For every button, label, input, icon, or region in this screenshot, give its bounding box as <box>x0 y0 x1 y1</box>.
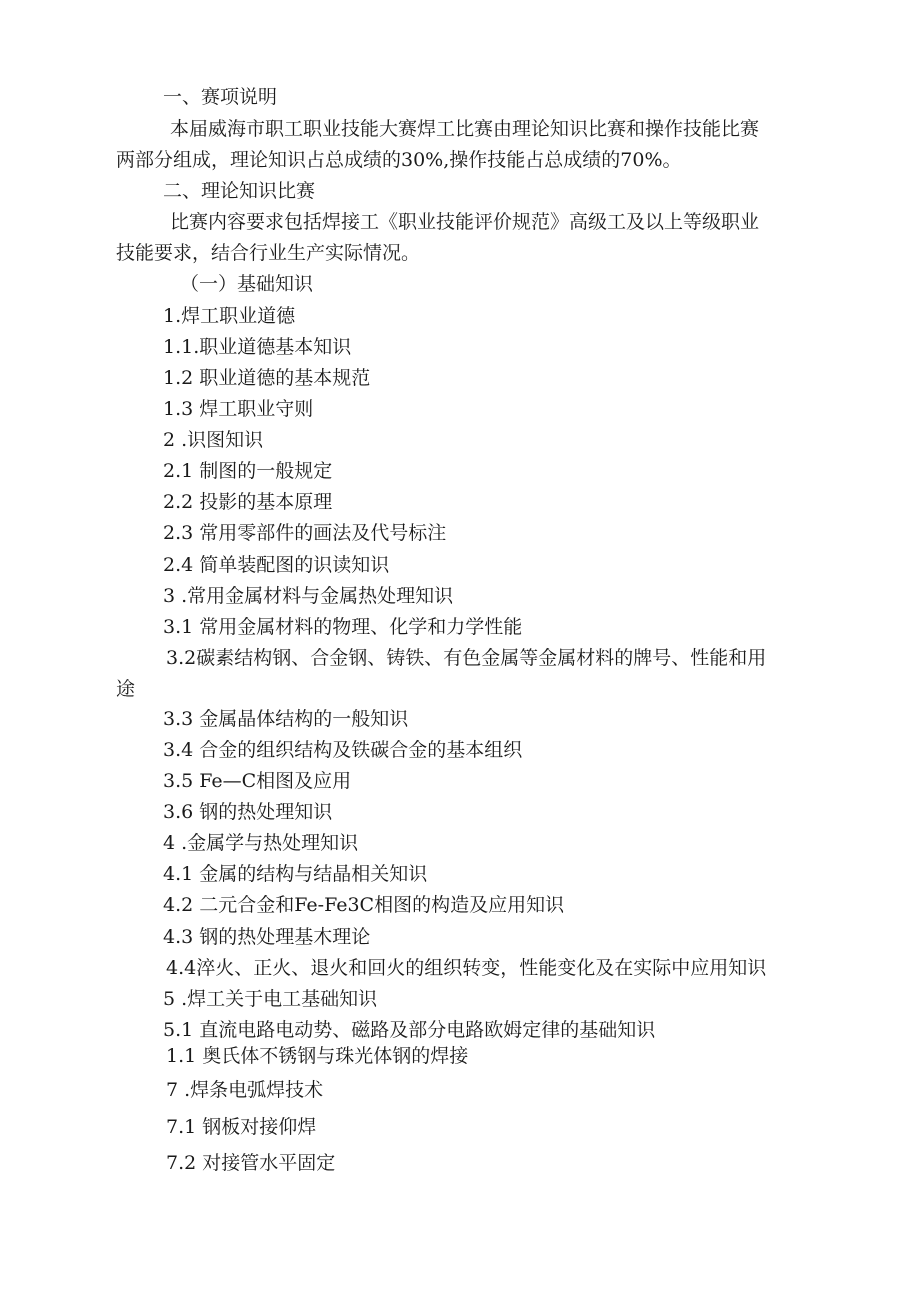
list-item: 2.2 投影的基本原理 <box>163 491 333 513</box>
subsection-heading-basic-knowledge: （一）基础知识 <box>180 273 314 295</box>
list-item: 4.4淬火、正火、退火和回火的组织转变，性能变化及在实际中应用知识 <box>166 957 767 979</box>
list-item: 2.3 常用零部件的画法及代号标注 <box>163 522 447 544</box>
list-item: 3 .常用金属材料与金属热处理知识 <box>163 585 454 607</box>
list-item: 5 .焊工关于电工基础知识 <box>163 988 378 1010</box>
list-item: 1.2 职业道德的基本规范 <box>163 367 371 389</box>
list-item: 2.4 简单装配图的识读知识 <box>163 554 390 576</box>
paragraph-line: 技能要求，结合行业生产实际情况。 <box>116 242 421 264</box>
paragraph-line: 两部分组成，理论知识占总成绩的30%,操作技能占总成绩的70%。 <box>116 149 682 171</box>
paragraph-line: 本届威海市职工职业技能大赛焊工比赛由理论知识比赛和操作技能比赛 <box>170 118 760 140</box>
list-item: 1.3 焊工职业守则 <box>163 398 314 420</box>
list-item: 2.1 制图的一般规定 <box>163 460 333 482</box>
list-item: 途 <box>116 678 136 700</box>
list-item: 2 .识图知识 <box>163 429 264 451</box>
list-item: 1.1 奥氏体不锈钢与珠光体钢的焊接 <box>166 1045 469 1067</box>
list-item: 3.3 金属晶体结构的一般知识 <box>163 708 409 730</box>
list-item: 3.6 钢的热处理知识 <box>163 801 333 823</box>
list-item: 7.2 对接管水平固定 <box>166 1152 336 1174</box>
paragraph-line: 比赛内容要求包括焊接工《职业技能评价规范》高级工及以上等级职业 <box>170 211 760 233</box>
list-item: 3.2碳素结构钢、合金钢、铸铁、有色金属等金属材料的牌号、性能和用 <box>166 647 767 669</box>
list-item: 4.2 二元合金和Fe-Fe3C相图的构造及应用知识 <box>163 894 565 916</box>
list-item: 4.1 金属的结构与结晶相关知识 <box>163 863 428 885</box>
list-item: 7 .焊条电弧焊技术 <box>166 1079 324 1101</box>
list-item: 3.4 合金的组织结构及铁碳合金的基本组织 <box>163 739 523 761</box>
list-item: 4.3 钢的热处理基木理论 <box>163 926 371 948</box>
list-item: 7.1 钢板对接仰焊 <box>166 1116 317 1138</box>
list-item: 5.1 直流电路电动势、磁路及部分电路欧姆定律的基础知识 <box>163 1019 656 1041</box>
list-item: 4 .金属学与热处理知识 <box>163 832 359 854</box>
section-heading-competition-description: 一、赛项说明 <box>163 86 278 108</box>
list-item: 3.1 常用金属材料的物理、化学和力学性能 <box>163 616 523 638</box>
list-item: 1.焊工职业道德 <box>163 305 296 327</box>
section-heading-theory-competition: 二、理论知识比赛 <box>163 180 316 202</box>
list-item: 1.1.职业道德基本知识 <box>163 336 352 358</box>
list-item: 3.5 Fe—C相图及应用 <box>163 770 352 792</box>
